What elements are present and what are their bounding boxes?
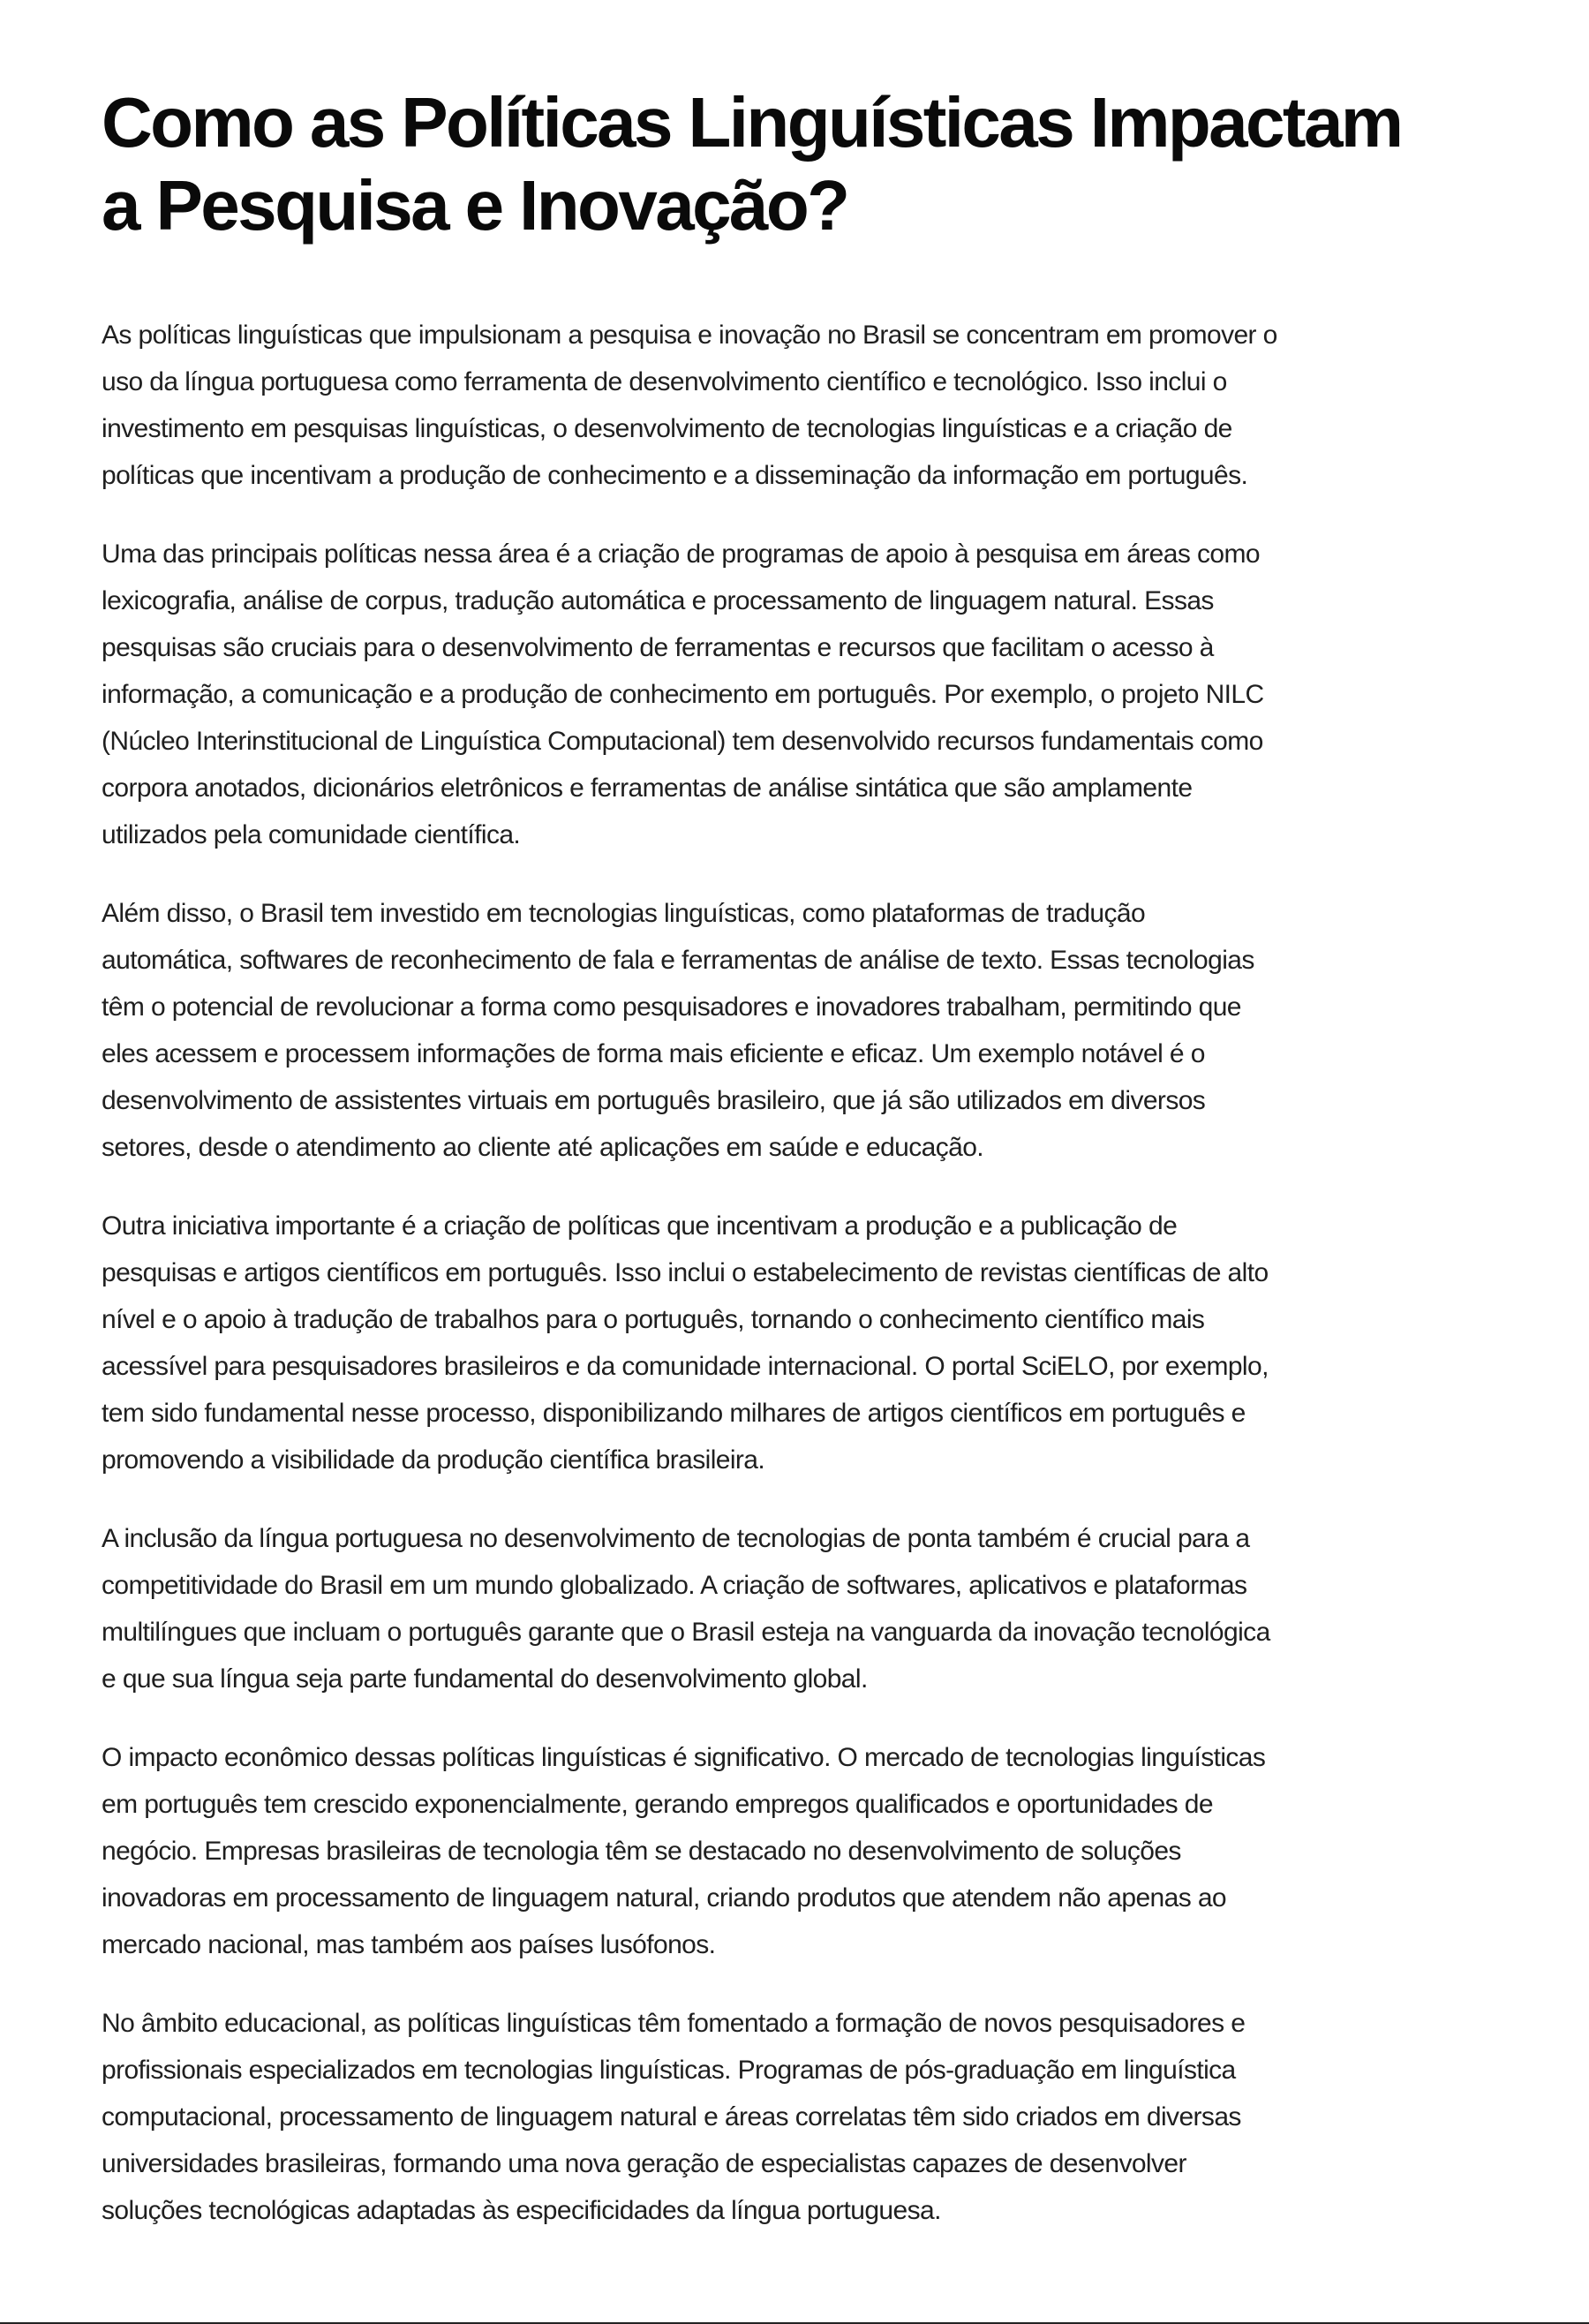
paragraph-line: universidades brasileiras, formando uma nova geração de especialistas capazes de desenvolver — [102, 2149, 1186, 2178]
paragraph-line: No âmbito educacional, as políticas linguísticas têm fomentado a formação de novos pesquisadores e — [102, 2009, 1246, 2038]
paragraph-line: automática, softwares de reconhecimento de fala e ferramentas de análise de texto. Essas tecnologias — [102, 946, 1254, 975]
paragraph-line: investimento em pesquisas linguísticas, o desenvolvimento de tecnologias linguísticas e a criação de — [102, 414, 1232, 443]
paragraph-line: promovendo a visibilidade da produção científica brasileira. — [102, 1445, 765, 1475]
paragraph-line: utilizados pela comunidade científica. — [102, 820, 521, 849]
paragraph-line: competitividade do Brasil em um mundo globalizado. A criação de softwares, aplicativos e plataformas — [102, 1571, 1247, 1600]
paragraph-line: A inclusão da língua portuguesa no desenvolvimento de tecnologias de ponta também é crucial para a — [102, 1524, 1250, 1553]
paragraph-line: Uma das principais políticas nessa área é a criação de programas de apoio à pesquisa em áreas como — [102, 540, 1260, 569]
paragraph-line: informação, a comunicação e a produção de conhecimento em português. Por exemplo, o projeto NILC — [102, 680, 1264, 709]
paragraph-line: As políticas linguísticas que impulsionam a pesquisa e inovação no Brasil se concentram em promover o — [102, 321, 1277, 350]
title-line: Como as Políticas Linguísticas Impactam — [102, 83, 1402, 162]
paragraph-line: lexicografia, análise de corpus, tradução automática e processamento de linguagem natural. Essas — [102, 586, 1214, 615]
paragraph-line: negócio. Empresas brasileiras de tecnologia têm se destacado no desenvolvimento de soluções — [102, 1837, 1181, 1866]
paragraph — [102, 312, 1496, 499]
paragraph-line: inovadoras em processamento de linguagem natural, criando produtos que atendem não apenas ao — [102, 1883, 1227, 1913]
paragraph-line: soluções tecnológicas adaptadas às especificidades da língua portuguesa. — [102, 2196, 941, 2225]
paragraph-line: Outra iniciativa importante é a criação de políticas que incentivam a produção e a publicação de — [102, 1211, 1178, 1241]
article-body — [102, 312, 1496, 2234]
paragraph-line: acessível para pesquisadores brasileiros e da comunidade internacional. O portal SciELO, por exemplo, — [102, 1352, 1269, 1381]
paragraph — [102, 2000, 1496, 2234]
page-title — [102, 81, 1496, 247]
paragraph — [102, 890, 1496, 1171]
paragraph-line: pesquisas são cruciais para o desenvolvimento de ferramentas e recursos que facilitam o acesso à — [102, 633, 1214, 662]
paragraph-line: pesquisas e artigos científicos em português. Isso inclui o estabelecimento de revistas científicas de alto — [102, 1258, 1269, 1287]
paragraph-line: políticas que incentivam a produção de conhecimento e a disseminação da informação em português. — [102, 461, 1248, 490]
paragraph-line: eles acessem e processem informações de forma mais eficiente e eficaz. Um exemplo notável é o — [102, 1039, 1205, 1068]
paragraph-line: profissionais especializados em tecnologias linguísticas. Programas de pós-graduação em linguística — [102, 2056, 1236, 2085]
paragraph-line: corpora anotados, dicionários eletrônicos e ferramentas de análise sintática que são amplamente — [102, 773, 1193, 803]
paragraph-line: tem sido fundamental nesse processo, disponibilizando milhares de artigos científicos em português e — [102, 1399, 1246, 1428]
paragraph — [102, 1515, 1496, 1702]
paragraph-line: computacional, processamento de linguagem natural e áreas correlatas têm sido criados em diversas — [102, 2102, 1241, 2132]
paragraph-line: têm o potencial de revolucionar a forma como pesquisadores e inovadores trabalham, permitindo que — [102, 992, 1241, 1022]
paragraph-line: multilíngues que incluam o português garante que o Brasil esteja na vanguarda da inovação tecnológica — [102, 1618, 1270, 1647]
paragraph-line: uso da língua portuguesa como ferramenta de desenvolvimento científico e tecnológico. Isso inclui o — [102, 367, 1227, 396]
article — [102, 81, 1496, 2266]
paragraph-line: Além disso, o Brasil tem investido em tecnologias linguísticas, como plataformas de tradução — [102, 899, 1146, 928]
paragraph — [102, 531, 1496, 858]
paragraph-line: setores, desde o atendimento ao cliente até aplicações em saúde e educação. — [102, 1133, 984, 1162]
title-line: a Pesquisa e Inovação? — [102, 166, 848, 245]
paragraph-line: em português tem crescido exponencialmente, gerando empregos qualificados e oportunidades de — [102, 1790, 1213, 1819]
paragraph-line: O impacto econômico dessas políticas linguísticas é significativo. O mercado de tecnologias linguísticas — [102, 1743, 1266, 1772]
paragraph-line: e que sua língua seja parte fundamental do desenvolvimento global. — [102, 1664, 868, 1694]
paragraph — [102, 1203, 1496, 1483]
paragraph-line: nível e o apoio à tradução de trabalhos para o português, tornando o conhecimento científico mais — [102, 1305, 1205, 1334]
paragraph-line: mercado nacional, mas também aos países lusófonos. — [102, 1930, 716, 1959]
paragraph — [102, 1734, 1496, 1968]
paragraph-line: (Núcleo Interinstitucional de Linguística Computacional) tem desenvolvido recursos fundamentais como — [102, 727, 1263, 756]
paragraph-line: desenvolvimento de assistentes virtuais em português brasileiro, que já são utilizados em diversos — [102, 1086, 1206, 1115]
